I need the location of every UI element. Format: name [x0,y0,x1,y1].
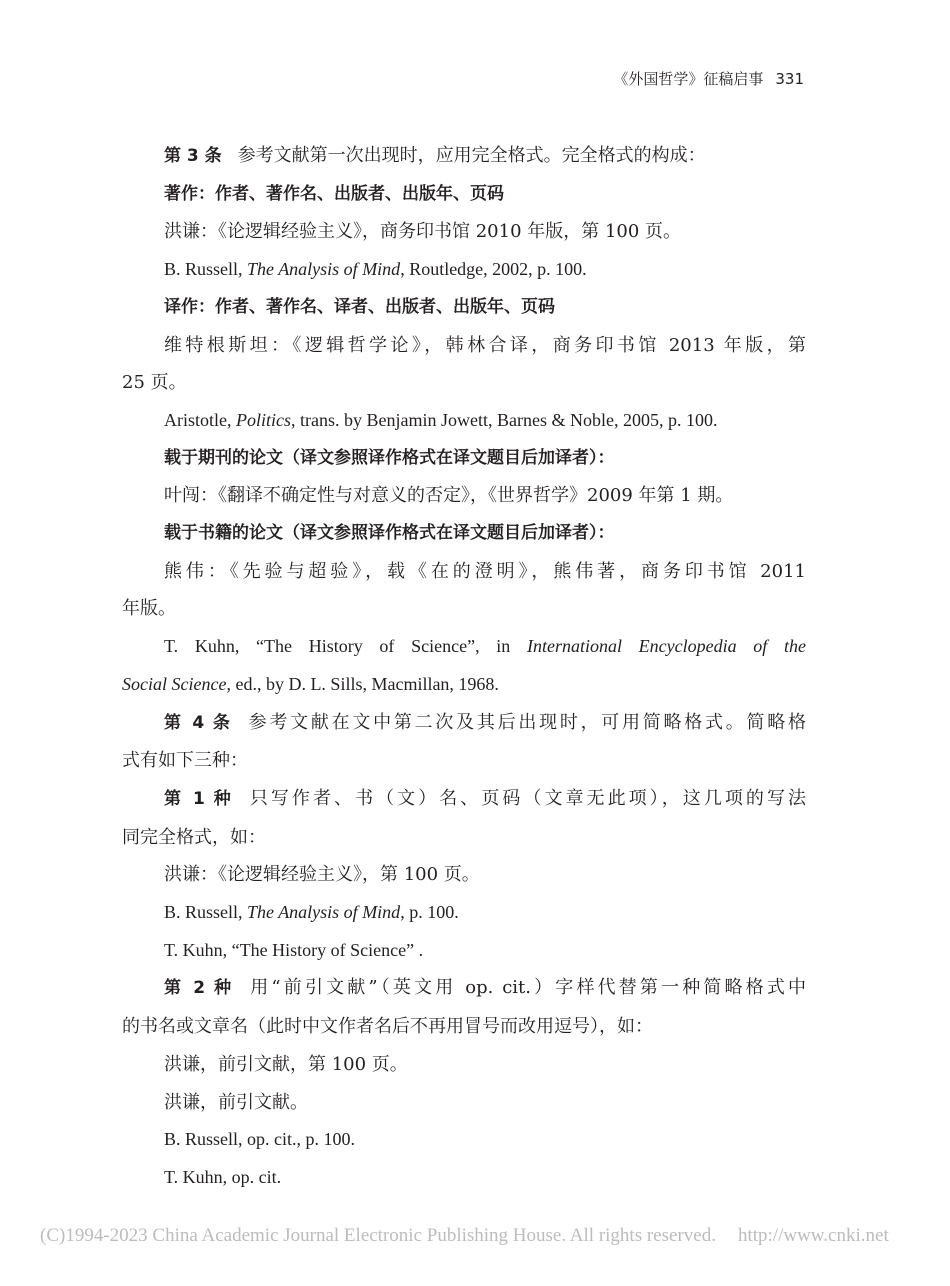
type-2-example-4: T. Kuhn, op. cit. [164,1166,282,1187]
article-4-line2: 式有如下三种： [122,750,248,772]
copyright-text: (C)1994-2023 China Academic Journal Electronic Publishing House. All rights reserved. [40,1225,716,1246]
type-1-example-en-2: T. Kuhn, “The History of Science” . [164,939,424,960]
chapter-example-en-line2: Social Science, ed., by D. L. Sills, Macmillan, 1968. [122,673,499,694]
journal-format-heading: 载于期刊的论文（译文参照译作格式在译文题目后加译者）： [164,447,615,468]
chapter-format-heading: 载于书籍的论文（译文参照译作格式在译文题目后加译者）： [164,523,615,544]
article-4-label: 第 4 条 [164,712,233,733]
chapter-example-cn-line1: 熊伟：《先验与超验》，载《在的澄明》，熊伟著，商务印书馆 2011 [164,560,806,582]
chapter-example-cn-line2: 年版。 [122,598,176,620]
article-4-line1: 第 4 条 参考文献在文中第二次及其后出现时，可用简略格式。简略格 [164,711,806,733]
journal-title: 《外国哲学》征稿启事 [613,70,764,88]
type-2-label: 第 2 种 [164,978,235,999]
type-2-example-2: 洪谦，前引文献。 [164,1091,308,1113]
type-1-example-en: B. Russell, The Analysis of Mind, p. 100. [164,902,459,923]
type-1-line1: 第 1 种 只写作者、书（文）名、页码（文章无此项），这几项的写法 [164,787,806,809]
chapter-example-en-line1: T. Kuhn, “The History of Science”, in International Encyclopedia of the [164,636,806,657]
running-header [613,68,804,89]
type-2-example-1: 洪谦，前引文献，第 100 页。 [164,1053,408,1075]
type-2-line1: 第 2 种 用“前引文献”（英文用 op. cit.）字样代替第一种简略格式中 [164,977,806,999]
article-3-intro: 第 3 条 参考文献第一次出现时，应用完全格式。完全格式的构成： [164,145,706,166]
type-1-example-cn: 洪谦：《论逻辑经验主义》，第 100 页。 [164,864,480,886]
type-2-example-3: B. Russell, op. cit., p. 100. [164,1129,356,1150]
type-1-line2: 同完全格式，如： [122,826,266,848]
book-example-en: B. Russell, The Analysis of Mind, Routledge, 2002, p. 100. [164,259,587,280]
type-2-line2: 的书名或文章名（此时中文作者名后不再用冒号而改用逗号），如： [122,1016,653,1038]
translation-format-heading: 译作：作者、著作名、译者、出版者、出版年、页码 [164,296,555,317]
type-1-label: 第 1 种 [164,788,234,809]
page-number: 331 [775,70,804,88]
translation-example-cn-line1: 维特根斯坦：《逻辑哲学论》，韩林合译，商务印书馆 2013 年版，第 [164,334,806,356]
book-format-heading: 著作：作者、著作名、出版者、出版年、页码 [164,183,504,204]
translation-example-cn-line2: 25 页。 [122,372,187,394]
translation-example-en: Aristotle, Politics, trans. by Benjamin Jowett, Barnes & Noble, 2005, p. 100. [164,409,718,430]
journal-example-cn: 叶闯：《翻译不确定性与对意义的否定》，《世界哲学》2009 年第 1 期。 [164,485,734,507]
main-text [122,137,806,1197]
book-example-cn: 洪谦：《论逻辑经验主义》，商务印书馆 2010 年版，第 100 页。 [164,221,682,243]
article-3-label: 第 3 条 [164,146,222,166]
copyright-watermark [40,1225,950,1247]
footer-url: http://www.cnki.net [737,1225,889,1246]
